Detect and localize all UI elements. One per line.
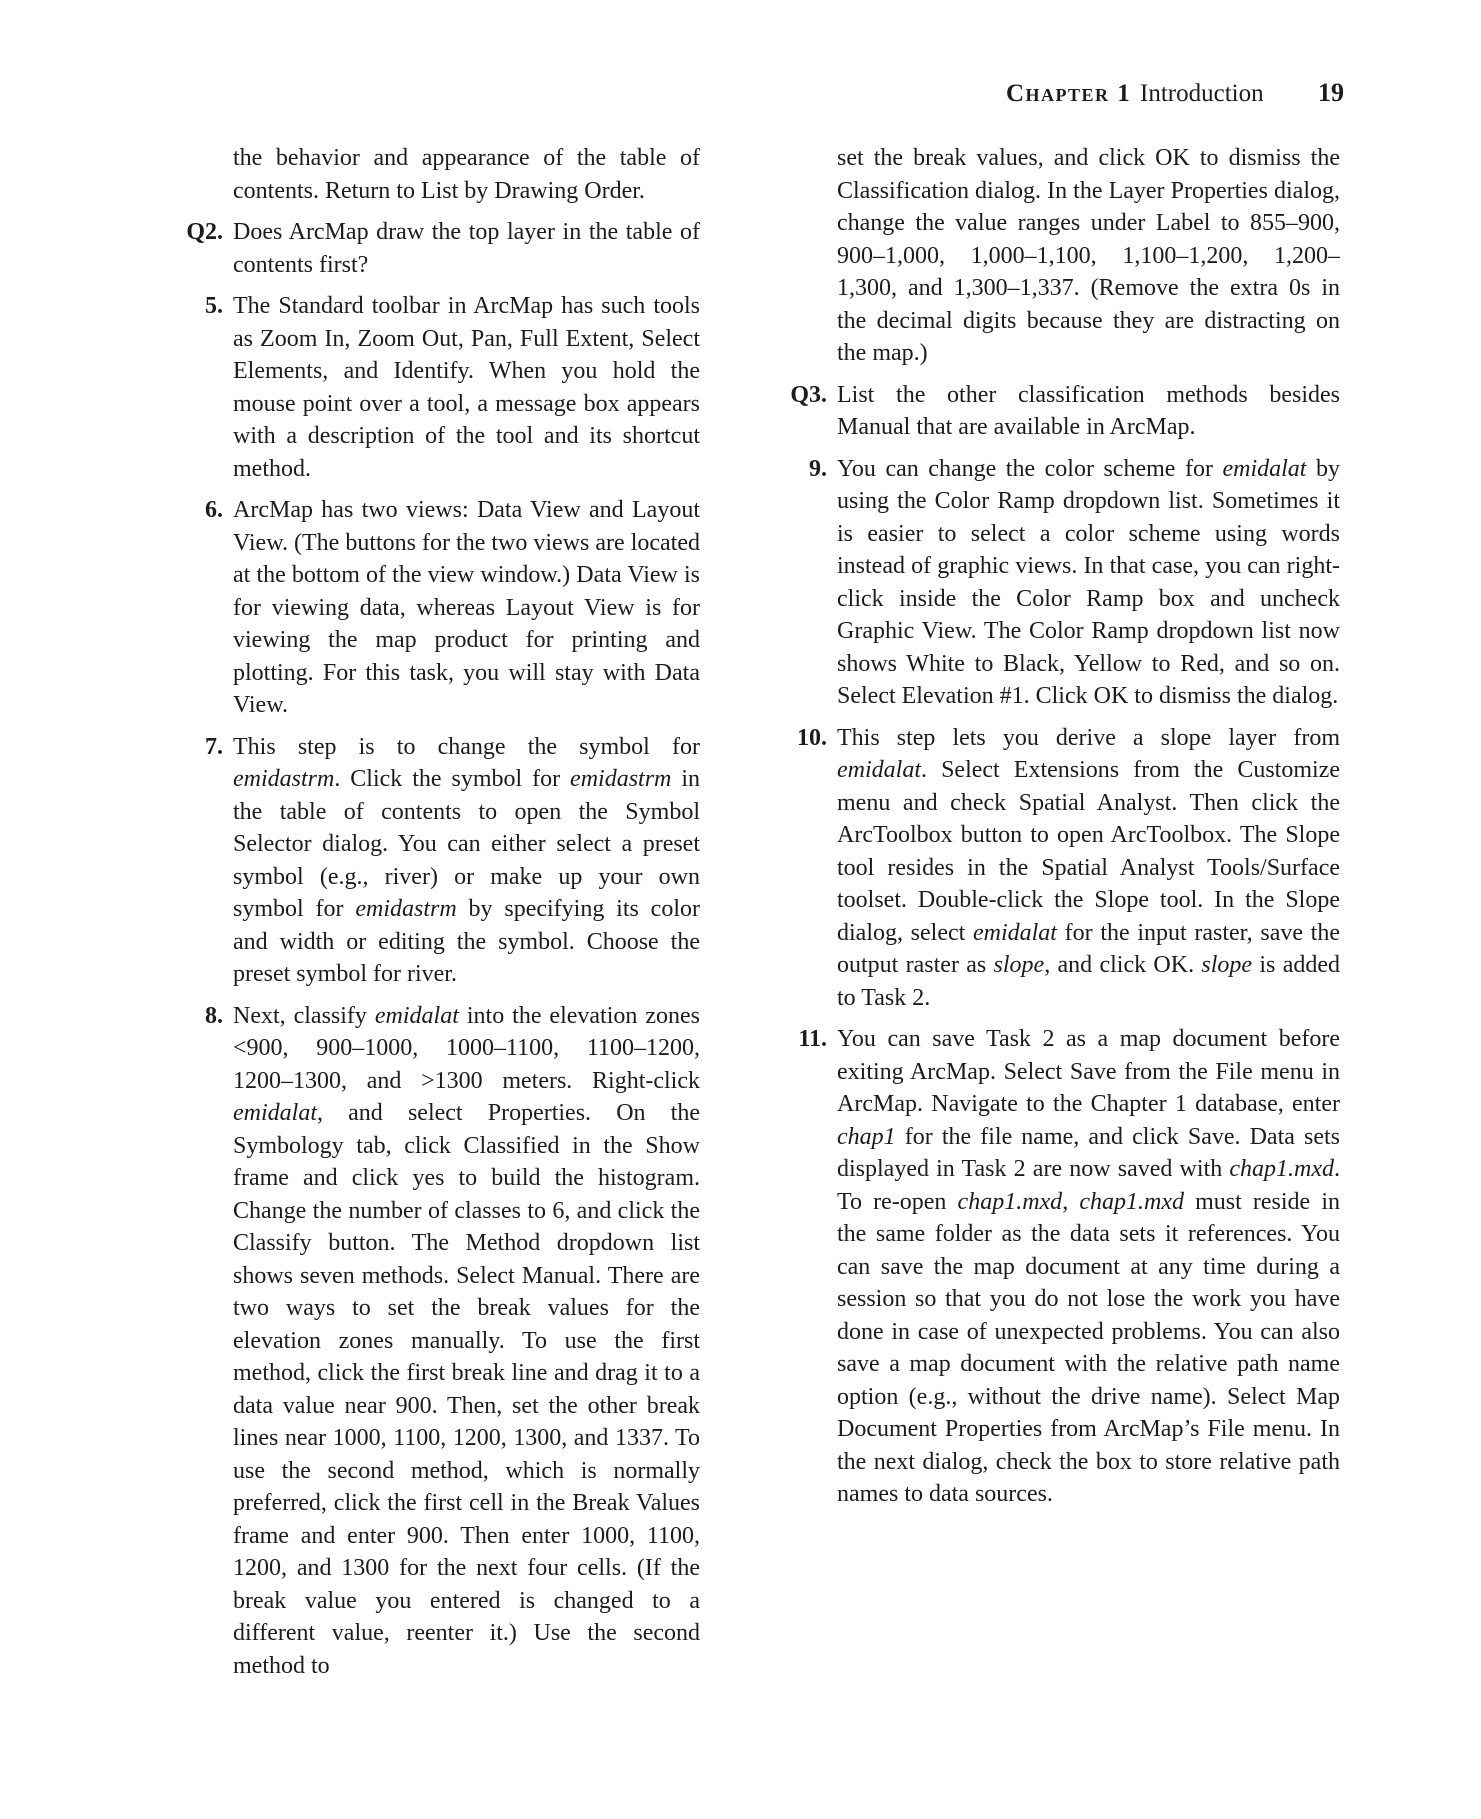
italic-term: emidastrm — [570, 766, 672, 792]
right-text-column — [759, 142, 1340, 1520]
continued-paragraph — [759, 142, 1340, 370]
list-item-number: Q2. — [186, 219, 223, 245]
italic-term: chap1 — [837, 1123, 896, 1150]
italic-term: emidalat — [972, 919, 1057, 946]
list-item-number: 6. — [205, 497, 223, 523]
list-item-text: List the other classification methods besides Manual that are available in ArcMap. — [837, 381, 1340, 440]
chapter-label: Chapter 1 — [1006, 80, 1132, 107]
list-item-number: 7. — [205, 733, 223, 760]
italic-term: emidalat — [374, 1002, 459, 1029]
left-text-column — [155, 142, 700, 1691]
list-item-text: the behavior and appearance of the table of contents. Return to List by Drawing Order. — [233, 145, 700, 204]
italic-term: emidalat — [1222, 455, 1307, 482]
page-header — [0, 80, 1481, 116]
list-item-text: Next, classify emidalat into the elevation zones <900, 900–1000, 1000–1100, 1100–1200, 1200–1300, and >1300 meters. Right-click emidalat, and select Properties. On the Symbology tab, click Classified in the Show frame and click yes to build the histogram. Change the number of classes to 6, and click the Classify button. The Method dropdown list shows seven methods. Select Manual. There are two ways to set the break values for the elevation zones manually. To use the first method, click the first break line and drag it to a data value near 900. Then, set the other break lines near 1000, 1100, 1200, 1300, and 1337. To use the second method, which is normally preferred, click the first cell in the Break Values frame and enter 900. Then enter 1000, 1100, 1200, and 1300 for the next four cells. (If the break value you entered is changed to a different value, reenter it.) Use the second method to — [233, 1002, 700, 1679]
list-item-text: ArcMap has two views: Data View and Layout View. (The buttons for the two views are located at the bottom of the view window.) Data View is for viewing data, whereas Layout View is for viewing the map product for printing and plotting. For this task, you will stay with Data View. — [233, 497, 700, 718]
italic-term: chap1.mxd — [1229, 1156, 1334, 1182]
list-item-number: 9. — [809, 455, 827, 482]
list-item — [155, 731, 700, 991]
list-item-number: Q3. — [790, 381, 827, 408]
list-item-text: You can change the color scheme for emidalat by using the Color Ramp dropdown list. Sometimes it is easier to select a color scheme using words instead of graphic views. In that case, you can right-click inside the Color Ramp box and uncheck Graphic View. The Color Ramp dropdown list now shows White to Black, Yellow to Red, and so on. Select Elevation #1. Click OK to dismiss the dialog. — [837, 455, 1340, 709]
page-number: 19 — [1318, 78, 1344, 107]
italic-term: slope — [993, 952, 1045, 978]
list-item-text: set the break values, and click OK to dismiss the Classification dialog. In the Layer Properties dialog, change the value ranges under Label to 855–900, 900–1,000, 1,000–1,100, 1,100–1,200, 1,200–1,300, and 1,300–1,337. (Remove the extra 0s in the decimal digits because they are distracting on the map.) — [837, 145, 1340, 366]
list-item — [155, 290, 700, 485]
italic-term: emidastrm — [233, 766, 335, 792]
chapter-title: Introduction — [1140, 80, 1264, 107]
list-item — [759, 453, 1340, 713]
list-item-text: The Standard toolbar in ArcMap has such tools as Zoom In, Zoom Out, Pan, Full Extent, Select Elements, and Identify. When you hold the mouse point over a tool, a message box appears with a description of the tool and its shortcut method. — [233, 293, 700, 482]
list-item — [759, 1023, 1340, 1511]
list-item-text: This step is to change the symbol for emidastrm. Click the symbol for emidastrm in the table of contents to open the Symbol Selector dialog. You can either select a preset symbol (e.g., river) or make up your own symbol for emidastrm by specifying its color and width or editing the symbol. Choose the preset symbol for river. — [233, 733, 701, 987]
list-item-number: 8. — [205, 1002, 223, 1029]
list-item-number — [155, 142, 233, 207]
list-item — [759, 722, 1340, 1015]
list-item — [155, 1000, 700, 1683]
list-item — [759, 379, 1340, 444]
list-item-number: 11. — [798, 1026, 827, 1052]
list-item-number: 5. — [205, 293, 223, 319]
list-item-text: You can save Task 2 as a map document before exiting ArcMap. Select Save from the File menu in ArcMap. Navigate to the Chapter 1 database, enter chap1 for the file name, and click Save. Data sets displayed in Task 2 are now saved with chap1.mxd. To re-open chap1.mxd, chap1.mxd must reside in the same folder as the data sets it references. You can save the map document at any time during a session so that you do not lose the work you have done in case of unexpected problems. You can also save a map document with the relative path name option (e.g., without the drive name). Select Map Document Properties from ArcMap’s File menu. In the next dialog, check the box to store relative path names to data sources. — [837, 1026, 1341, 1507]
list-item — [155, 216, 700, 281]
italic-term: emidalat — [233, 1100, 317, 1126]
list-item-text: This step lets you derive a slope layer from emidalat. Select Extensions from the Customize menu and check Spatial Analyst. Then click the ArcToolbox button to open ArcToolbox. The Slope tool resides in the Spatial Analyst Tools/Surface toolset. Double-click the Slope tool. In the Slope dialog, select emidalat for the input raster, save the output raster as slope, and click OK. slope is added to Task 2. — [837, 724, 1341, 1011]
italic-term: chap1.mxd — [957, 1188, 1063, 1215]
list-item — [155, 494, 700, 722]
italic-term: emidalat — [837, 757, 921, 783]
italic-term: chap1.mxd — [1079, 1188, 1184, 1215]
continued-paragraph — [155, 142, 700, 207]
list-item-number: 10. — [797, 724, 827, 751]
italic-term: slope — [1201, 952, 1253, 978]
list-item-number — [759, 142, 837, 370]
italic-term: emidastrm — [355, 896, 457, 922]
list-item-text: Does ArcMap draw the top layer in the table of contents first? — [233, 219, 700, 278]
